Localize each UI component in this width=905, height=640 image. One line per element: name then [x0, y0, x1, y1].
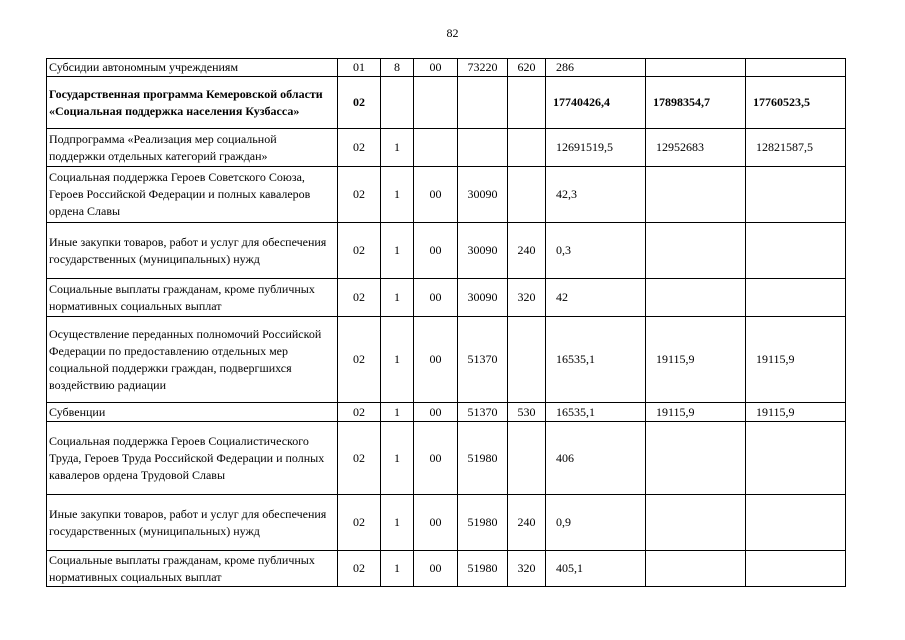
expense-code: 30090	[458, 223, 508, 279]
section-code: 02	[338, 279, 381, 317]
page-number: 82	[446, 26, 459, 40]
budget-table	[46, 58, 846, 587]
sum-year-1: 42,3	[546, 167, 646, 223]
row-name: Иные закупки товаров, работ и услуг для обеспечения государственных (муниципальных) нужд	[47, 495, 338, 551]
sum-year-2	[646, 551, 746, 587]
section-code: 02	[338, 495, 381, 551]
section-code: 02	[338, 167, 381, 223]
program-code: 1	[381, 279, 414, 317]
type-code: 320	[508, 279, 546, 317]
row-name: Субвенции	[47, 403, 338, 422]
sum-year-3	[746, 167, 846, 223]
type-code	[508, 167, 546, 223]
program-code: 1	[381, 129, 414, 167]
type-code: 240	[508, 495, 546, 551]
section-code: 02	[338, 223, 381, 279]
sum-year-3: 19115,9	[746, 403, 846, 422]
sum-year-2: 17898354,7	[646, 77, 746, 129]
expense-code: 51370	[458, 403, 508, 422]
sum-year-2	[646, 495, 746, 551]
sum-year-3	[746, 495, 846, 551]
sum-year-3: 12821587,5	[746, 129, 846, 167]
table-row	[47, 279, 846, 317]
row-name: Государственная программа Кемеровской области «Социальная поддержка населения Кузбасса»	[47, 77, 338, 129]
program-code: 1	[381, 403, 414, 422]
sum-year-3	[746, 422, 846, 495]
section-code: 02	[338, 77, 381, 129]
sum-year-3	[746, 59, 846, 77]
section-code: 02	[338, 551, 381, 587]
row-name: Субсидии автономным учреждениям	[47, 59, 338, 77]
sum-year-3	[746, 551, 846, 587]
direction-code: 00	[414, 223, 458, 279]
expense-code: 73220	[458, 59, 508, 77]
section-code: 02	[338, 422, 381, 495]
table-row	[47, 223, 846, 279]
row-name: Социальная поддержка Героев Социалистического Труда, Героев Труда Российской Федерации и полных кавалеров ордена Трудовой Славы	[47, 422, 338, 495]
expense-code: 30090	[458, 279, 508, 317]
section-code: 02	[338, 317, 381, 403]
expense-code: 51980	[458, 495, 508, 551]
sum-year-2: 19115,9	[646, 317, 746, 403]
program-code: 1	[381, 422, 414, 495]
type-code: 240	[508, 223, 546, 279]
expense-code: 51370	[458, 317, 508, 403]
expense-code: 30090	[458, 167, 508, 223]
table-row	[47, 495, 846, 551]
sum-year-2	[646, 167, 746, 223]
sum-year-2	[646, 279, 746, 317]
expense-code	[458, 129, 508, 167]
sum-year-1: 16535,1	[546, 317, 646, 403]
table-row	[47, 422, 846, 495]
table-row	[47, 77, 846, 129]
direction-code: 00	[414, 551, 458, 587]
direction-code: 00	[414, 422, 458, 495]
sum-year-1: 16535,1	[546, 403, 646, 422]
sum-year-1: 12691519,5	[546, 129, 646, 167]
sum-year-2: 19115,9	[646, 403, 746, 422]
program-code: 1	[381, 551, 414, 587]
sum-year-3	[746, 223, 846, 279]
table-row	[47, 167, 846, 223]
direction-code: 00	[414, 317, 458, 403]
row-name: Социальные выплаты гражданам, кроме публичных нормативных социальных выплат	[47, 551, 338, 587]
program-code	[381, 77, 414, 129]
type-code	[508, 77, 546, 129]
expense-code	[458, 77, 508, 129]
direction-code	[414, 77, 458, 129]
type-code	[508, 317, 546, 403]
sum-year-1: 406	[546, 422, 646, 495]
direction-code: 00	[414, 403, 458, 422]
program-code: 1	[381, 317, 414, 403]
sum-year-2	[646, 422, 746, 495]
table-row	[47, 317, 846, 403]
row-name: Социальная поддержка Героев Советского Союза, Героев Российской Федерации и полных кавалеров ордена Славы	[47, 167, 338, 223]
row-name: Осуществление переданных полномочий Российской Федерации по предоставлению отдельных мер социальной поддержки граждан, подвергшихся воздействию радиации	[47, 317, 338, 403]
direction-code	[414, 129, 458, 167]
sum-year-1: 0,3	[546, 223, 646, 279]
sum-year-3: 19115,9	[746, 317, 846, 403]
sum-year-1: 286	[546, 59, 646, 77]
table-row	[47, 403, 846, 422]
sum-year-1: 0,9	[546, 495, 646, 551]
sum-year-1: 17740426,4	[546, 77, 646, 129]
sum-year-3	[746, 279, 846, 317]
sum-year-2	[646, 223, 746, 279]
sum-year-3: 17760523,5	[746, 77, 846, 129]
sum-year-2	[646, 59, 746, 77]
direction-code: 00	[414, 279, 458, 317]
type-code: 620	[508, 59, 546, 77]
program-code: 1	[381, 223, 414, 279]
direction-code: 00	[414, 495, 458, 551]
row-name: Иные закупки товаров, работ и услуг для обеспечения государственных (муниципальных) нужд	[47, 223, 338, 279]
row-name: Социальные выплаты гражданам, кроме публичных нормативных социальных выплат	[47, 279, 338, 317]
section-code: 02	[338, 129, 381, 167]
sum-year-1: 405,1	[546, 551, 646, 587]
type-code: 320	[508, 551, 546, 587]
sum-year-1: 42	[546, 279, 646, 317]
expense-code: 51980	[458, 422, 508, 495]
type-code	[508, 422, 546, 495]
table-row	[47, 59, 846, 77]
row-name: Подпрограмма «Реализация мер социальной поддержки отдельных категорий граждан»	[47, 129, 338, 167]
table-row	[47, 129, 846, 167]
program-code: 1	[381, 495, 414, 551]
table-row	[47, 551, 846, 587]
sum-year-2: 12952683	[646, 129, 746, 167]
type-code: 530	[508, 403, 546, 422]
program-code: 8	[381, 59, 414, 77]
direction-code: 00	[414, 59, 458, 77]
expense-code: 51980	[458, 551, 508, 587]
section-code: 01	[338, 59, 381, 77]
program-code: 1	[381, 167, 414, 223]
direction-code: 00	[414, 167, 458, 223]
type-code	[508, 129, 546, 167]
section-code: 02	[338, 403, 381, 422]
